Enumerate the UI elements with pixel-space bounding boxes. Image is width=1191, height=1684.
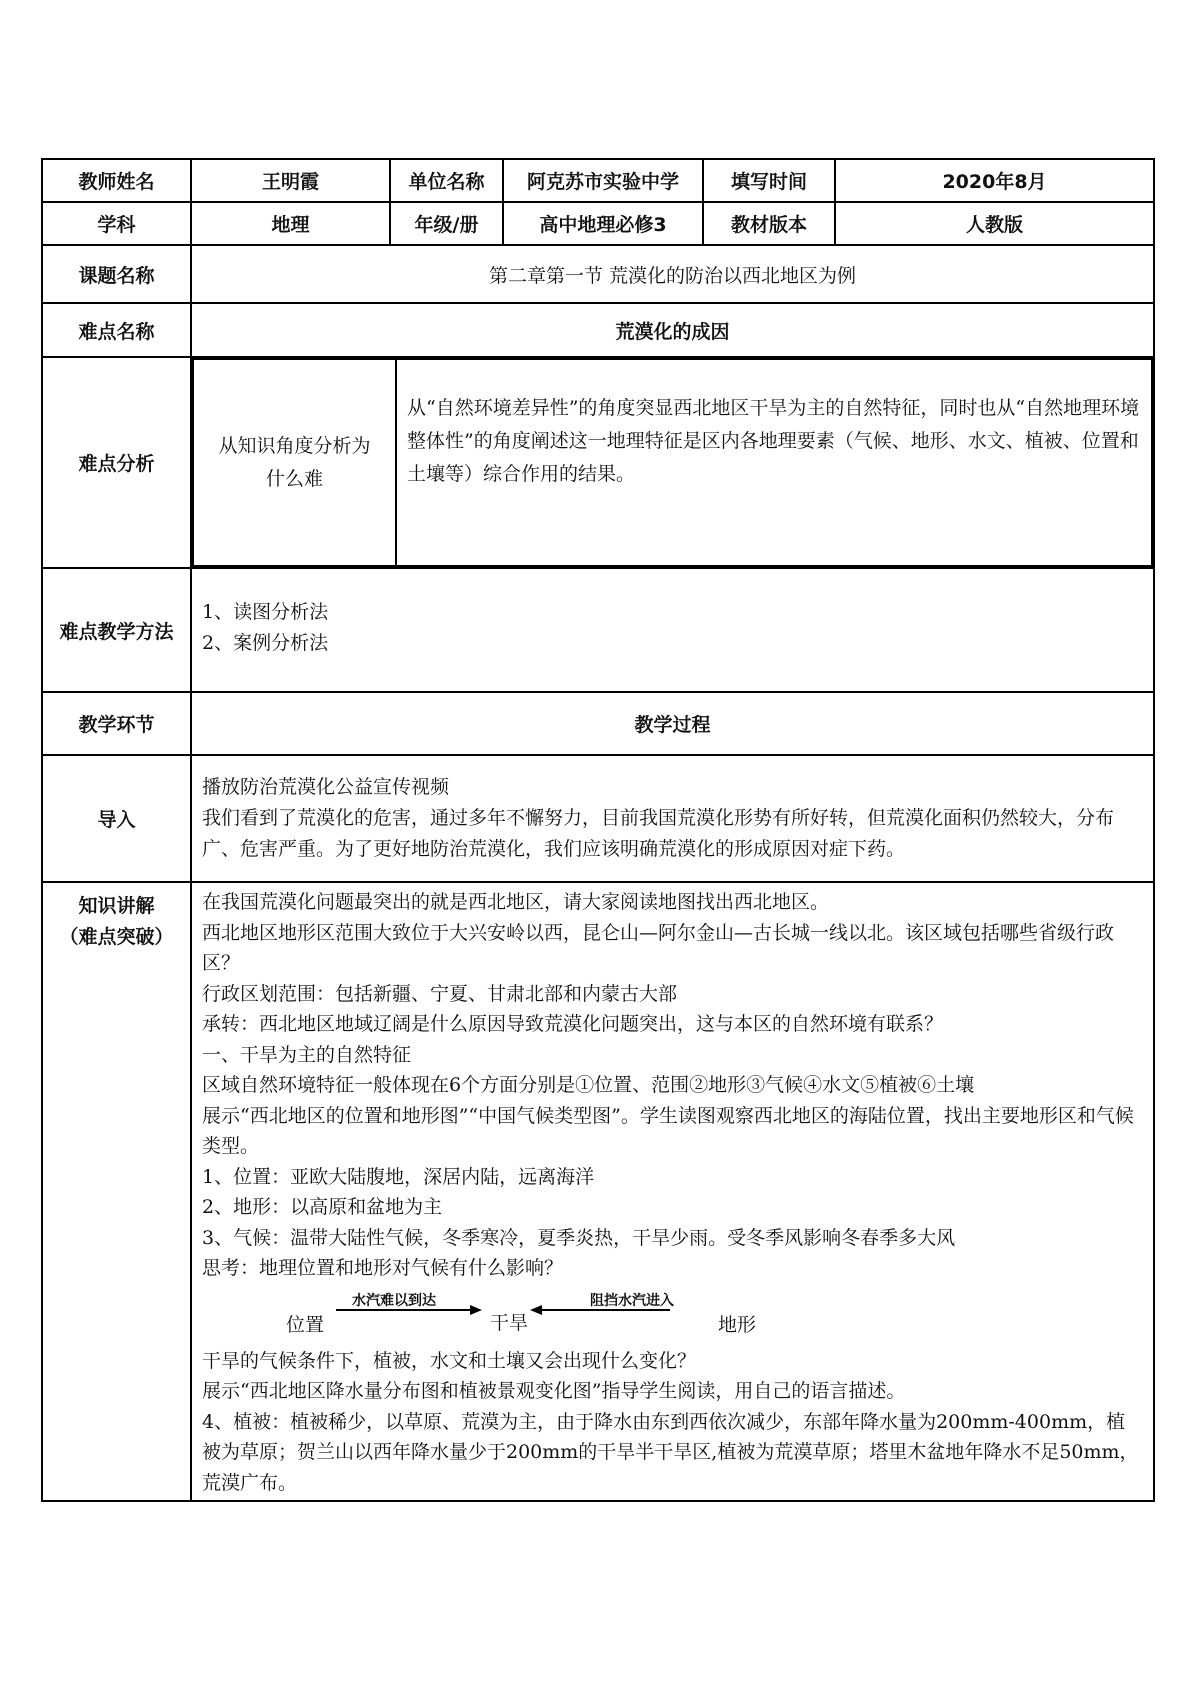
subject-label: 学科 — [42, 202, 191, 245]
analysis-sub-label: 从知识角度分析为什么难 — [193, 359, 396, 566]
analysis-label: 难点分析 — [42, 357, 191, 568]
method-item-1: 1、读图分析法 — [202, 601, 329, 623]
grade-value: 高中地理必修3 — [503, 202, 703, 245]
method-label: 难点教学方法 — [42, 568, 191, 692]
analysis-inner — [192, 358, 1153, 567]
header-row-2 — [42, 202, 1154, 245]
knowledge-line-8: 1、位置：亚欧大陆腹地，深居内陆，远离海洋 — [202, 1165, 595, 1188]
analysis-cell — [191, 357, 1154, 568]
unit-value: 阿克苏市实验中学 — [503, 159, 703, 202]
arrow-right-head — [470, 1305, 482, 1315]
cause-diagram — [202, 1284, 802, 1346]
knowledge-after-line-1: 干旱的气候条件下，植被，水文和土壤又会出现什么变化？ — [202, 1349, 697, 1372]
intro-line-1: 播放防治荒漠化公益宣传视频 — [202, 776, 450, 798]
difficulty-label: 难点名称 — [42, 303, 191, 357]
diagram-arrows — [202, 1284, 802, 1346]
diagram-left-caption: 水汽难以到达 — [352, 1292, 436, 1309]
lesson-plan-table — [41, 158, 1155, 1502]
edition-label: 教材版本 — [703, 202, 835, 245]
method-item-2: 2、案例分析法 — [202, 632, 329, 654]
diagram-left-node: 位置 — [286, 1313, 325, 1336]
grade-label: 年级/册 — [390, 202, 503, 245]
topic-label: 课题名称 — [42, 245, 191, 303]
method-row — [42, 568, 1154, 692]
knowledge-cell — [191, 882, 1154, 1501]
difficulty-value: 荒漠化的成因 — [191, 303, 1154, 357]
topic-row — [42, 245, 1154, 303]
diagram-center-node: 干旱 — [490, 1311, 529, 1334]
intro-label: 导入 — [42, 755, 191, 882]
knowledge-line-4: 承转：西北地区地域辽阔是什么原因导致荒漠化问题突出，这与本区的自然环境有联系？ — [202, 1013, 944, 1035]
knowledge-row — [42, 882, 1154, 1501]
intro-row — [42, 755, 1154, 882]
knowledge-line-1: 在我国荒漠化问题最突出的就是西北地区，请大家阅读地图找出西北地区。 — [202, 891, 830, 913]
knowledge-after-line-3: 4、植被：植被稀少，以草原、荒漠为主，由于降水由东到西依次减少，东部年降水量为200mm-400mm，植被为草原；贺兰山以西年降水量少于200mm的干旱半干旱区,植被为荒漠草原；塔里木盆地年降水不足50mm，荒漠广布。 — [202, 1410, 1139, 1494]
difficulty-row — [42, 303, 1154, 357]
teacher-label: 教师姓名 — [42, 159, 191, 202]
intro-cell — [191, 755, 1154, 882]
edition-value: 人教版 — [835, 202, 1154, 245]
topic-value: 第二章第一节 荒漠化的防治以西北地区为例 — [191, 245, 1154, 303]
unit-label: 单位名称 — [390, 159, 503, 202]
knowledge-line-2: 西北地区地形区范围大致位于大兴安岭以西，昆仑山—阿尔金山—古长城一线以北。该区域包括哪些省级行政区？ — [202, 921, 1115, 974]
knowledge-line-7: 展示“西北地区的位置和地形图”“中国气候类型图”。学生读图观察西北地区的海陆位置，找出主要地形区和气候类型。 — [202, 1104, 1134, 1157]
process-value: 教学过程 — [191, 692, 1154, 755]
date-label: 填写时间 — [703, 159, 835, 202]
diagram-right-node: 地形 — [718, 1313, 757, 1336]
knowledge-label-line-1: 知识讲解 — [78, 895, 155, 917]
analysis-text: 从“自然环境差异性”的角度突显西北地区干旱为主的自然特征，同时也从“自然地理环境整体性”的角度阐述这一地理特征是区内各地理要素（气候、地形、水文、植被、位置和土壤等）综合作用的结果。 — [396, 359, 1152, 566]
lesson-plan-sheet — [41, 158, 1153, 1502]
process-header-row — [42, 692, 1154, 755]
process-label: 教学环节 — [42, 692, 191, 755]
knowledge-line-11: 思考：地理位置和地形对气候有什么影响？ — [202, 1257, 564, 1279]
analysis-row — [42, 357, 1154, 568]
knowledge-label-cell — [42, 882, 191, 1501]
knowledge-line-6: 区域自然环境特征一般体现在6个方面分别是①位置、范围②地形③气候④水文⑤植被⑥土壤 — [202, 1074, 975, 1096]
intro-line-2: 我们看到了荒漠化的危害，通过多年不懈努力，目前我国荒漠化形势有所好转，但荒漠化面积仍然较大，分布广、危害严重。为了更好地防治荒漠化，我们应该明确荒漠化的形成原因对症下药。 — [202, 807, 1115, 860]
header-row-1 — [42, 159, 1154, 202]
knowledge-line-5: 一、干旱为主的自然特征 — [202, 1043, 412, 1066]
method-cell — [191, 568, 1154, 692]
knowledge-line-3: 行政区划范围：包括新疆、宁夏、甘肃北部和内蒙古大部 — [202, 982, 678, 1005]
knowledge-after-line-2: 展示“西北地区降水量分布图和植被景观变化图”指导学生阅读，用自己的语言描述。 — [202, 1380, 906, 1402]
knowledge-line-10: 3、气候：温带大陆性气候，冬季寒冷，夏季炎热，干旱少雨。受冬季风影响冬春季多大风 — [202, 1226, 956, 1249]
arrow-left-head — [530, 1305, 542, 1315]
teacher-value: 王明霞 — [191, 159, 390, 202]
knowledge-line-9: 2、地形：以高原和盆地为主 — [202, 1196, 443, 1218]
date-value: 2020年8月 — [835, 159, 1154, 202]
knowledge-label-line-2: （难点突破） — [59, 926, 174, 948]
subject-value: 地理 — [191, 202, 390, 245]
diagram-right-caption: 阻挡水汽进入 — [590, 1292, 674, 1309]
